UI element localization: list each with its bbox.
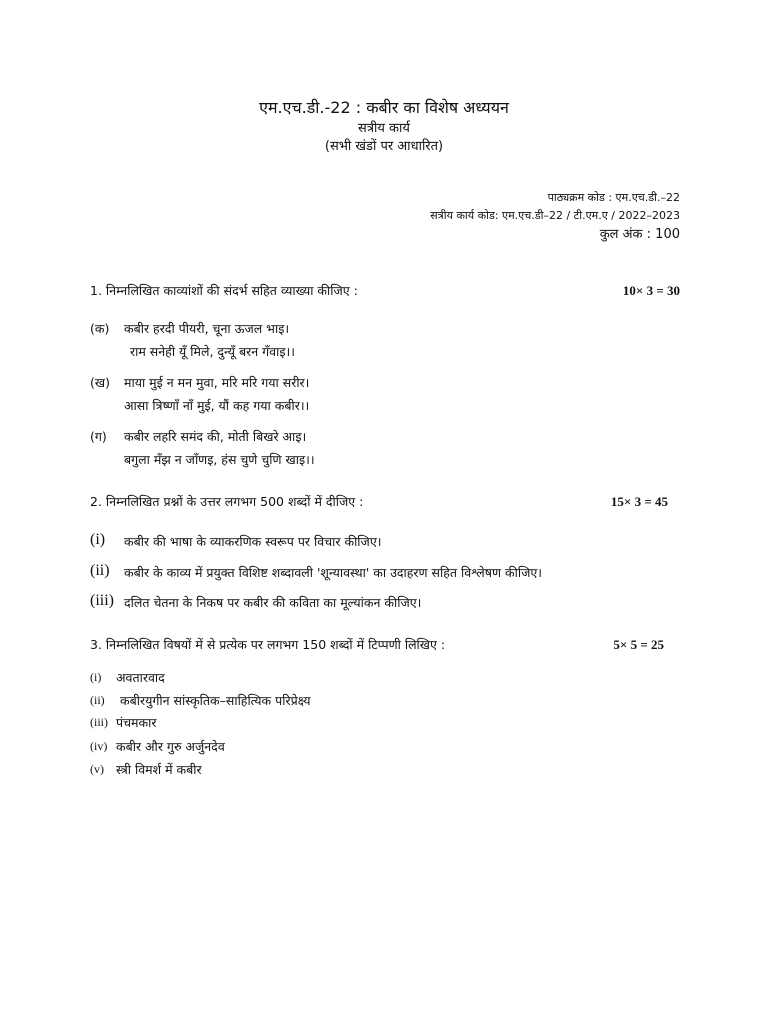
- total-marks: कुल अंक : 100: [599, 227, 680, 242]
- verse-line: कबीर हरदी पीयरी, चूना ऊजल भाइ।: [124, 321, 290, 336]
- verse-line: राम सनेही यूँ मिले, दुन्यूँ बरन गँवाइ।।: [130, 344, 295, 359]
- question-text: कबीर के काव्य में प्रयुक्त विशिष्ट शब्दावली 'शून्यावस्था' का उदाहरण सहित विश्लेषण कीजिए।: [124, 565, 543, 580]
- topic-label: (iv): [90, 739, 108, 753]
- section2-marks: 15× 3 = 45: [610, 494, 668, 509]
- document-title: एम.एच.डी.-22 : कबीर का विशेष अध्ययन: [259, 98, 509, 117]
- question-label: (ii): [90, 562, 110, 579]
- section3-marks: 5× 5 = 25: [613, 637, 664, 652]
- document-note: (सभी खंडों पर आधारित): [324, 139, 444, 154]
- section1-question: 1. निम्नलिखित काव्यांशों की संदर्भ सहित व्याख्या कीजिए :: [90, 283, 358, 298]
- section1-marks: 10× 3 = 30: [622, 283, 680, 298]
- question-label: (i): [90, 531, 106, 548]
- topic-label: (ii): [90, 693, 105, 707]
- verse-label: (ख): [90, 375, 110, 390]
- question-text: दलित चेतना के निकष पर कबीर की कविता का मूल्यांकन कीजिए।: [124, 595, 422, 610]
- question-label: (iii): [90, 592, 114, 609]
- topic-text: कबीरयुगीन सांस्कृतिक–साहित्यिक परिप्रेक्ष्य: [120, 693, 311, 708]
- course-code: पाठ्यक्रम कोड : एम.एच.डी.–22: [547, 191, 680, 204]
- topic-text: स्त्री विमर्श में कबीर: [116, 762, 202, 777]
- section2-question: 2. निम्नलिखित प्रश्नों के उत्तर लगभग 500 शब्दों में दीजिए :: [90, 494, 364, 509]
- verse-label: (ग): [90, 429, 107, 444]
- verse-line: आसा त्रिष्णाँ नाँ मुई, यौं कह गया कबीर।।: [124, 398, 310, 413]
- verse-line: बगुला मँझ न जाँणइ, हंस चुणे चुणि खाइ।।: [124, 452, 315, 467]
- topic-label: (i): [90, 670, 102, 684]
- topic-text: कबीर और गुरु अर्जुनदेव: [116, 739, 225, 754]
- document-subtitle: सत्रीय कार्य: [358, 121, 410, 136]
- verse-label: (क): [90, 321, 110, 336]
- topic-label: (iii): [90, 715, 108, 729]
- topic-text: अवतारवाद: [116, 670, 165, 685]
- topic-label: (v): [90, 762, 104, 776]
- verse-line: कबीर लहरि समंद की, मोती बिखरे आइ।: [124, 429, 307, 444]
- verse-line: माया मुई न मन मुवा, मरि मरि गया सरीर।: [124, 375, 310, 390]
- question-text: कबीर की भाषा के व्याकरणिक स्वरूप पर विचार कीजिए।: [124, 534, 382, 549]
- topic-text: पंचमकार: [116, 715, 157, 730]
- section3-question: 3. निम्नलिखित विषयों में से प्रत्येक पर लगभग 150 शब्दों में टिप्पणी लिखिए :: [90, 637, 446, 652]
- assignment-code: सत्रीय कार्य कोड: एम.एच.डी–22 / टी.एम.ए / 2022–2023: [430, 209, 680, 222]
